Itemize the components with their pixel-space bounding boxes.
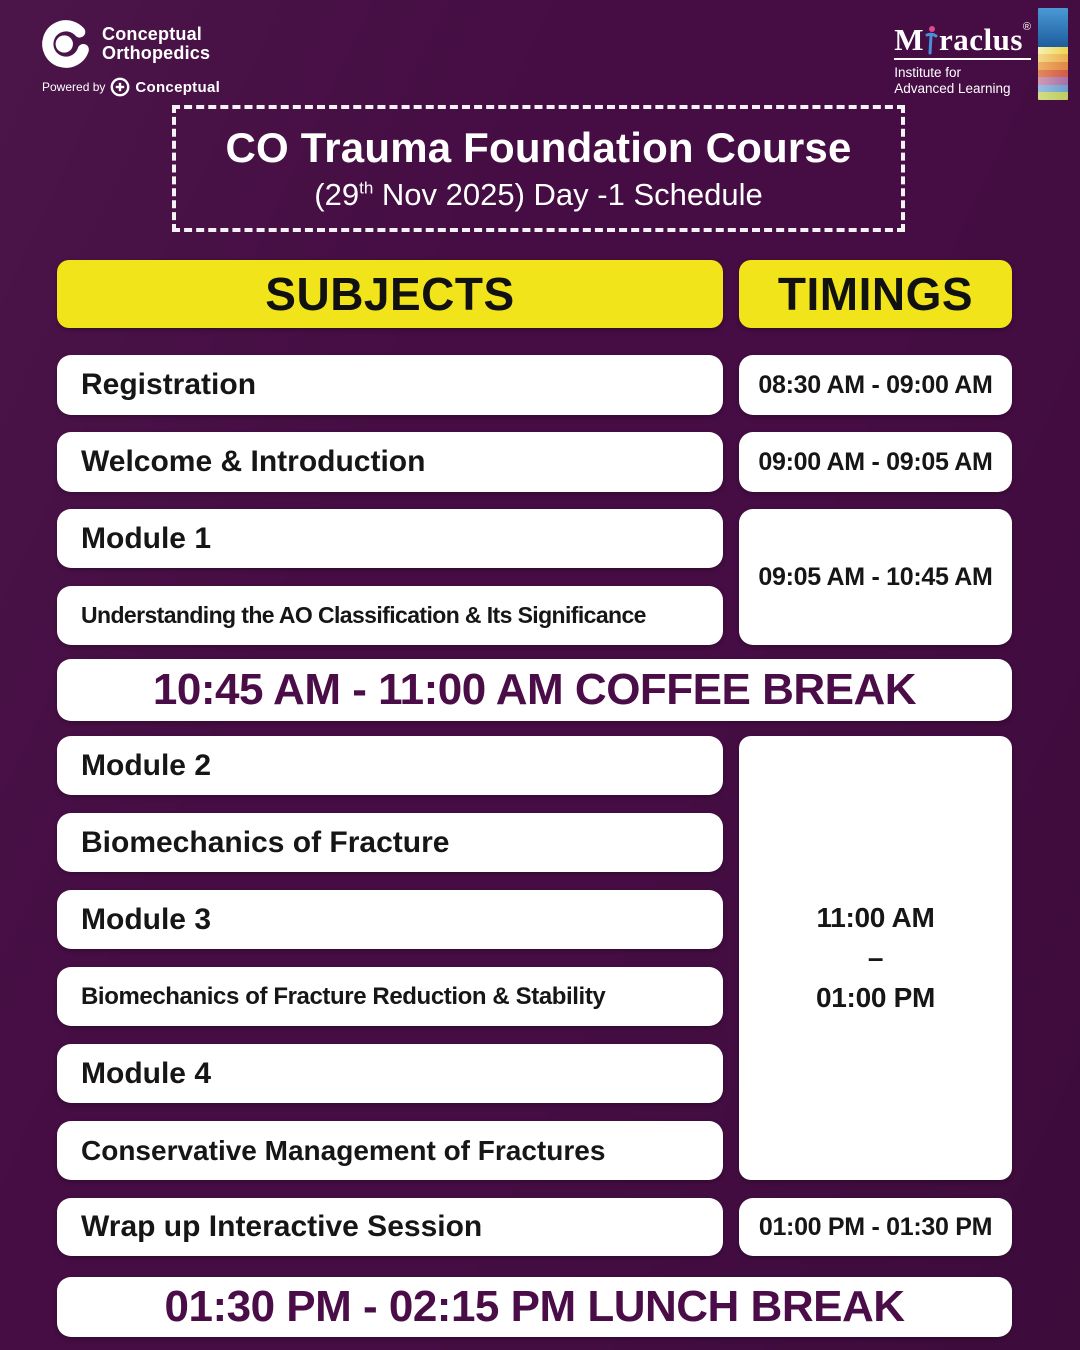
timing-module1: 09:05 AM - 10:45 AM (739, 509, 1012, 645)
course-subtitle-suffix: Nov 2025) Day -1 Schedule (373, 177, 763, 212)
course-subtitle-superscript: th (359, 178, 374, 198)
coffee-break-banner: 10:45 AM - 11:00 AM COFFEE BREAK (57, 659, 1012, 721)
partner-block (894, 8, 1068, 100)
subject-wrap-up: Wrap up Interactive Session (57, 1198, 723, 1256)
brand-block (40, 18, 220, 97)
powered-by-brand: Conceptual (135, 78, 221, 96)
powered-by (42, 77, 220, 97)
subject-module2-topic: Biomechanics of Fracture (57, 813, 723, 872)
timing-midday-start: 11:00 AM (816, 901, 935, 933)
conceptual-orthopedics-logo-icon (40, 18, 92, 70)
subject-registration: Registration (57, 355, 723, 415)
plus-circle-icon (110, 77, 130, 97)
subject-module3: Module 3 (57, 890, 723, 949)
course-subtitle (314, 177, 762, 213)
row-registration (57, 355, 1012, 415)
partner-tagline-line2: Advanced Learning (894, 80, 1011, 96)
timings-column-header: TIMINGS (739, 260, 1012, 328)
brand-name (102, 25, 210, 64)
registered-mark: ® (1022, 21, 1031, 33)
row-module1-block (57, 509, 1012, 645)
subject-module2: Module 2 (57, 736, 723, 795)
lunch-break-banner: 01:30 PM - 02:15 PM LUNCH BREAK (57, 1277, 1012, 1337)
brand-name-line2: Orthopedics (102, 43, 211, 63)
miraclus-wordmark (894, 21, 1031, 60)
row-midday-block (57, 736, 1012, 1180)
course-title: CO Trauma Foundation Course (225, 124, 852, 171)
row-welcome (57, 432, 1012, 492)
miraclus-wordmark-rest: raclus (938, 22, 1023, 57)
subject-welcome: Welcome & Introduction (57, 432, 723, 492)
miraclus-color-strip (1038, 8, 1068, 100)
subject-module4-topic: Conservative Management of Fractures (57, 1121, 723, 1180)
timing-midday-block (739, 736, 1012, 1180)
miraclus-figure-icon (925, 25, 938, 55)
subject-module1: Module 1 (57, 509, 723, 568)
subject-module1-topic: Understanding the AO Classification & Its Significance (57, 586, 723, 645)
schedule-table (57, 260, 1012, 1337)
row-wrap-up (57, 1198, 1012, 1256)
subject-module4: Module 4 (57, 1044, 723, 1103)
timing-midday-end: 01:00 PM (816, 982, 935, 1014)
brand-name-line1: Conceptual (102, 23, 203, 44)
subject-module3-topic: Biomechanics of Fracture Reduction & Stability (57, 967, 723, 1026)
partner-tagline-line1: Institute for (894, 65, 961, 80)
subjects-column-header: SUBJECTS (57, 260, 723, 328)
timing-midday-separator: – (867, 941, 884, 973)
timing-registration: 08:30 AM - 09:00 AM (739, 355, 1012, 415)
miraclus-wordmark-m: M (894, 22, 924, 57)
timing-welcome: 09:00 AM - 09:05 AM (739, 432, 1012, 492)
timing-wrap-up: 01:00 PM - 01:30 PM (739, 1198, 1012, 1256)
partner-tagline (894, 65, 1031, 97)
course-subtitle-prefix: (29 (314, 177, 360, 212)
powered-by-label: Powered by (42, 80, 106, 94)
title-box (172, 105, 905, 232)
